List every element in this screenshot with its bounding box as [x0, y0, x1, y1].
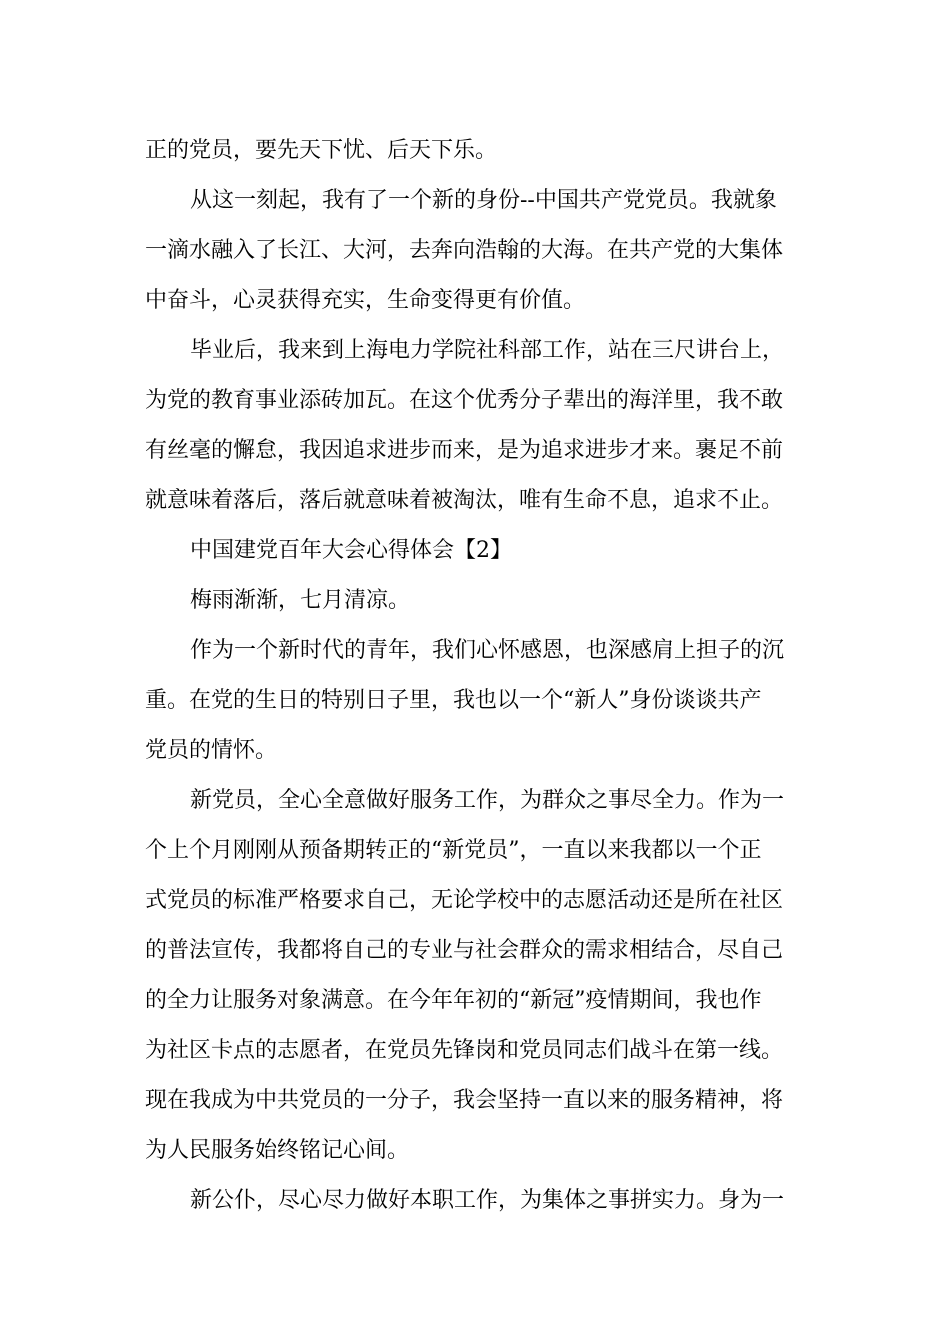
text-line: 为社区卡点的志愿者，在党员先锋岗和党员同志们战斗在第一线。	[145, 1038, 784, 1063]
paragraph-start-line: 新公仆，尽心尽力做好本职工作，为集体之事拼实力。身为一	[190, 1188, 785, 1213]
text-line: 的全力让服务对象满意。在今年年初的“新冠”疫情期间，我也作	[145, 988, 762, 1013]
text-line: 的普法宣传，我都将自己的专业与社会群众的需求相结合，尽自己	[145, 938, 784, 963]
text-line: 正的党员，要先天下忧、后天下乐。	[145, 138, 498, 163]
text-line: 为党的教育事业添砖加瓦。在这个优秀分子辈出的海洋里，我不敢	[145, 388, 784, 413]
text-line: 中奋斗，心灵获得充实，生命变得更有价值。	[145, 288, 586, 313]
text-line: 党员的情怀。	[145, 738, 278, 763]
paragraph-start-line: 作为一个新时代的青年，我们心怀感恩，也深感肩上担子的沉	[190, 638, 785, 663]
paragraph-start-line: 新党员，全心全意做好服务工作，为群众之事尽全力。作为一	[190, 788, 785, 813]
section-heading: 中国建党百年大会心得体会【2】	[190, 538, 512, 563]
text-line: 现在我成为中共党员的一分子，我会坚持一直以来的服务精神，将	[145, 1088, 784, 1113]
paragraph-start-line: 从这一刻起，我有了一个新的身份--中国共产党党员。我就象	[190, 188, 777, 213]
paragraph-start-line: 毕业后，我来到上海电力学院社科部工作，站在三尺讲台上，	[190, 338, 785, 363]
text-line: 个上个月刚刚从预备期转正的“新党员”，一直以来我都以一个正	[145, 838, 762, 863]
text-line: 式党员的标准严格要求自己，无论学校中的志愿活动还是所在社区	[145, 888, 784, 913]
text-line: 一滴水融入了长江、大河，去奔向浩翰的大海。在共产党的大集体	[145, 238, 784, 263]
paragraph-start-line: 梅雨渐渐，七月清凉。	[190, 588, 411, 613]
text-line: 有丝毫的懈怠，我因追求进步而来，是为追求进步才来。裹足不前	[145, 438, 784, 463]
text-line: 就意味着落后，落后就意味着被淘汰，唯有生命不息，追求不止。	[145, 488, 784, 513]
text-line: 重。在党的生日的特别日子里，我也以一个“新人”身份谈谈共产	[145, 688, 762, 713]
text-line: 为人民服务始终铭记心间。	[145, 1138, 410, 1163]
